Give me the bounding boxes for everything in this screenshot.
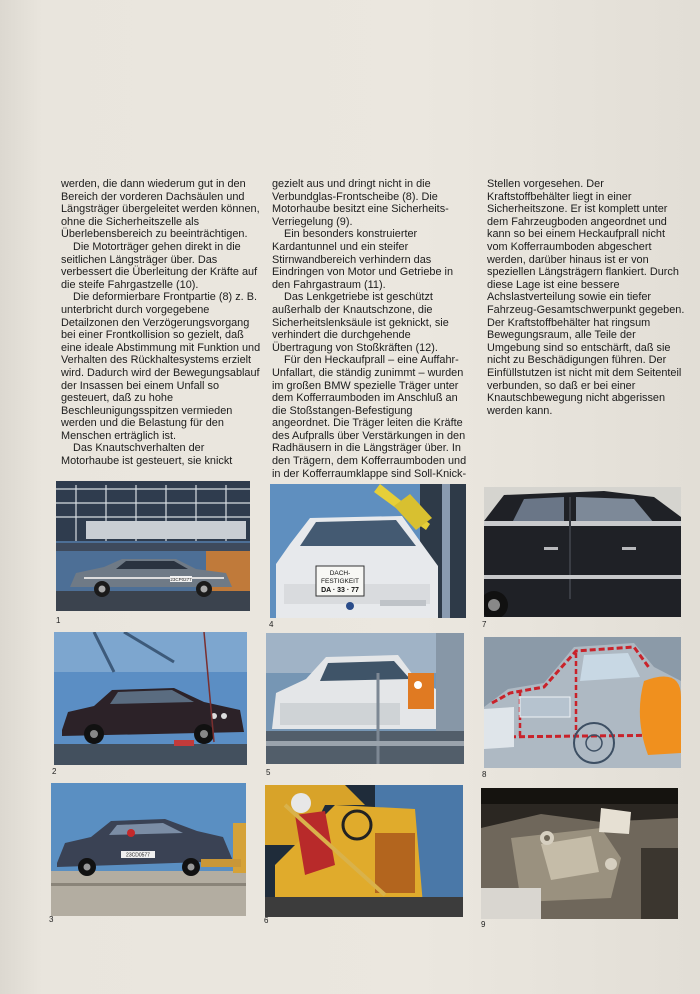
photo-car-side-view — [484, 487, 681, 617]
paragraph: Das Knautschverhalten der Motorhaube ist gesteuert, sie knickt — [61, 442, 233, 468]
paragraph: gezielt aus und dringt nicht in die Verbundglas-Frontscheibe (8). Die Motorhaube besitzt eine Sicherheits-Verriegelung (9). — [272, 178, 449, 228]
photo-number: 2 — [52, 767, 57, 776]
text-column-3 — [487, 178, 685, 417]
photo-number: 7 — [482, 620, 487, 629]
license-plate-text: 23CP0277 — [170, 577, 192, 582]
photo-side-impact-test — [266, 633, 464, 764]
plate-text-line-3: DA · 33 · 77 — [321, 587, 359, 594]
photo-sled-test-track — [51, 783, 246, 916]
paragraph: Das Lenkgetriebe ist geschützt außerhalb der Knautschzone, die Sicherheitslenksäule ist geknickt, sie verhindert die durchgehende Übertragung von Stoßkräften (12). — [272, 291, 449, 354]
paragraph: Die deformierbare Frontpartie (8) z. B. unterbricht durch vorgegebene Detailzonen den Verzögerungsvorgang bei einer Frontkollision so gezielt, daß eine ideale Abstimmung mit Funktion und Verhalten des Rückhaltesystems erzielt wird. Dadurch wird der Bewegungsablauf der Insassen bei einem Unfall so gesteuert, daß zu hohe Beschleunigungsspitzen vermieden werden und die Belastung für den Menschen erträglich ist. — [61, 291, 261, 442]
text-column-1 — [61, 178, 261, 468]
photo-hood-latch-detail — [481, 788, 678, 919]
text-column-2 — [272, 178, 472, 480]
paragraph: werden, die dann wiederum gut in den Bereich der vorderen Dachsäulen und Längsträger übergeleitet werden können, ohne die Sicherheitszelle als Überlebensbereich zu beeinträchtigen. — [61, 178, 260, 241]
photo-body-structure-diagram — [484, 637, 681, 768]
photo-number: 4 — [269, 620, 274, 629]
plate-text-line-1: DACH- — [329, 570, 351, 577]
photo-dummy-test — [265, 785, 463, 917]
plate-text-line-2: FESTIGKEIT — [321, 578, 359, 585]
photo-crash-test-sled — [54, 632, 247, 765]
photo-number: 3 — [49, 915, 54, 924]
paragraph: Stellen vorgesehen. Der Kraftstoffbehälter liegt in einer Sicherheitszone. Er ist komplett unter dem Fahrzeugboden angeordnet und kann so bei einem Heckaufprall nicht vom Kofferraumboden abgeschert werden, darüber hinaus ist er von speziellen Längsträgern flankiert. Durch diese Lage ist eine bessere Achslastverteilung sowie ein tiefer Fahrzeug-Gesamtschwerpunkt gegeben. Der Kraftstoffbehälter hat ringsum Bewegungsraum, alle Teile der Umgebung sind so entschärft, daß sie nicht zu Beschädigungen führen. Der Einfüllstutzen ist nicht mit dem Seitenteil verbunden, so daß er bei einer Knautschbewegung nicht abgerissen werden kann. — [487, 178, 685, 417]
photo-number: 5 — [266, 768, 271, 777]
paragraph: Die Motorträger gehen direkt in die seitlichen Längsträger über. Das verbessert die Überleitung der Kräfte auf die steife Fahrgastzelle (10). — [61, 240, 258, 291]
photo-number: 9 — [481, 920, 486, 929]
photo-roof-strength-test — [270, 484, 466, 618]
photo-number: 8 — [482, 770, 487, 779]
paragraph: Ein besonders konstruierter Kardantunnel und ein steifer Stirnwandbereich verhindern das Eindringen von Motor und Getriebe in den Fahrgastraum (11). — [272, 228, 454, 291]
license-plate-text: 23CD0577 — [126, 852, 150, 859]
photo-crash-test-rig — [56, 481, 250, 611]
paragraph: Für den Heckaufprall – eine Auffahr-Unfallart, die ständig zunimmt – wurden im großen BMW spezielle Träger unter dem Kofferraumboden im Anschluß an die Stoßstangen-Befestigung angeordnet. Die Träger leiten die Kräfte des Aufpralls über Verstärkungen in den Radhäusern in die Längsträger über. In den Trägern, dem Kofferraumboden und in der Kofferraumklappe sind Soll-Knick- — [272, 354, 467, 480]
photo-number: 6 — [264, 916, 269, 925]
photo-number: 1 — [56, 616, 61, 625]
